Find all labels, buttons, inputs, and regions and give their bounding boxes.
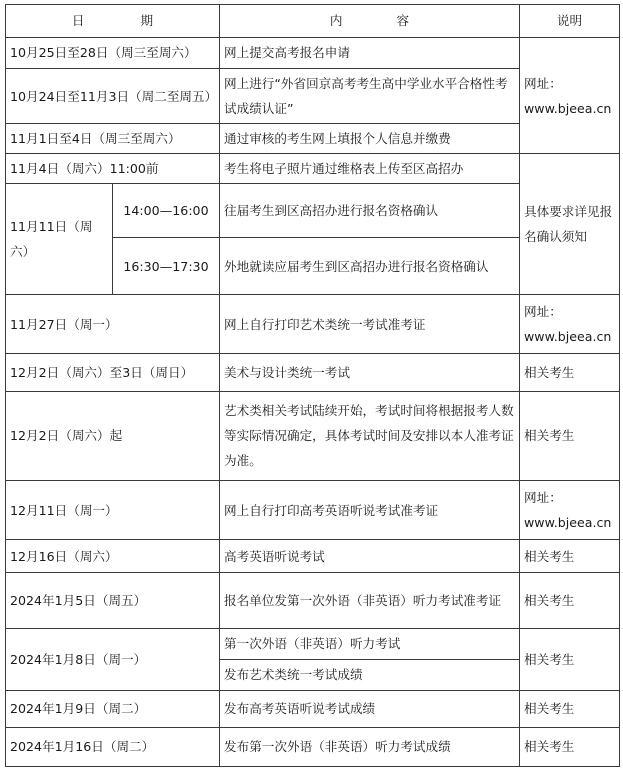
note-website-url: www.bjeea.cn <box>524 329 612 345</box>
note-cell-website <box>520 480 620 540</box>
date-cell: 2024年1月16日（周二） <box>6 727 220 766</box>
content-cell: 报名单位发第一次外语（非英语）听力考试准考证 <box>220 573 520 629</box>
content-cell: 网上进行“外省回京高考考生高中学业水平合格性考试成绩认证” <box>220 68 520 124</box>
table-row <box>6 480 620 540</box>
content-cell: 发布第一次外语（非英语）听力考试成绩 <box>220 727 520 766</box>
content-cell: 外地就读应届考生到区高招办进行报名资格确认 <box>220 237 520 295</box>
note-website-label: 网址： <box>524 490 562 506</box>
header-content-char1: 内 <box>329 13 343 29</box>
header-content-char2: 容 <box>396 13 410 29</box>
date-cell: 11月11日（周六） <box>6 184 113 295</box>
header-date <box>6 5 220 38</box>
header-note: 说明 <box>520 5 620 38</box>
time-cell: 14:00—16:00 <box>113 184 220 238</box>
content-cell: 网上提交高考报名申请 <box>220 37 520 68</box>
table-row <box>6 727 620 766</box>
date-cell: 2024年1月5日（周五） <box>6 573 220 629</box>
note-website-url: www.bjeea.cn <box>524 515 612 531</box>
date-cell: 11月4日（周六）11:00前 <box>6 154 220 184</box>
header-date-char2: 期 <box>140 13 154 29</box>
table-row <box>6 354 620 392</box>
table-row <box>6 690 620 727</box>
header-row <box>6 5 620 38</box>
content-cell: 艺术类相关考试陆续开始，考试时间将根据报考人数等实际情况确定，具体考试时间及安排以本人准考证为准。 <box>220 392 520 481</box>
content-cell: 发布高考英语听说考试成绩 <box>220 690 520 727</box>
note-cell-related: 相关考生 <box>520 573 620 629</box>
table-row <box>6 37 620 68</box>
content-cell: 网上自行打印艺术类统一考试准考证 <box>220 295 520 354</box>
content-cell: 往届考生到区高招办进行报名资格确认 <box>220 184 520 238</box>
table-row <box>6 540 620 573</box>
date-cell: 2024年1月8日（周一） <box>6 628 220 690</box>
table-row <box>6 295 620 354</box>
header-content <box>220 5 520 38</box>
date-cell: 12月2日（周六）起 <box>6 392 220 481</box>
date-cell: 10月24日至11月3日（周二至周五） <box>6 68 220 124</box>
content-cell: 美术与设计类统一考试 <box>220 354 520 392</box>
table-row <box>6 154 620 184</box>
content-cell: 高考英语听说考试 <box>220 540 520 573</box>
date-cell: 12月11日（周一） <box>6 480 220 540</box>
table-row <box>6 573 620 629</box>
note-cell-related: 相关考生 <box>520 392 620 481</box>
note-cell-requirement: 具体要求详见报名确认须知 <box>520 154 620 295</box>
date-cell: 2024年1月9日（周二） <box>6 690 220 727</box>
content-cell: 考生将电子照片通过维格表上传至区高招办 <box>220 154 520 184</box>
note-cell-website: 网址：www.bjeea.cn <box>520 37 620 153</box>
table-row <box>6 392 620 481</box>
note-cell-related: 相关考生 <box>520 690 620 727</box>
note-cell-related: 相关考生 <box>520 540 620 573</box>
note-cell-website <box>520 295 620 354</box>
schedule-table <box>5 4 620 767</box>
date-cell: 12月16日（周六） <box>6 540 220 573</box>
header-date-char1: 日 <box>71 13 85 29</box>
content-cell: 网上自行打印高考英语听说考试准考证 <box>220 480 520 540</box>
note-website-label: 网址： <box>524 304 562 320</box>
date-cell: 11月27日（周一） <box>6 295 220 354</box>
table-row <box>6 628 620 659</box>
time-cell: 16:30—17:30 <box>113 237 220 295</box>
note-cell-related: 相关考生 <box>520 628 620 690</box>
date-cell: 10月25日至28日（周三至周六） <box>6 37 220 68</box>
note-cell-related: 相关考生 <box>520 727 620 766</box>
content-cell: 第一次外语（非英语）听力考试 <box>220 628 520 659</box>
date-cell: 12月2日（周六）至3日（周日） <box>6 354 220 392</box>
content-cell: 通过审核的考生网上填报个人信息并缴费 <box>220 124 520 154</box>
content-cell: 发布艺术类统一考试成绩 <box>220 659 520 690</box>
note-cell-related: 相关考生 <box>520 354 620 392</box>
date-cell: 11月1日至4日（周三至周六） <box>6 124 220 154</box>
